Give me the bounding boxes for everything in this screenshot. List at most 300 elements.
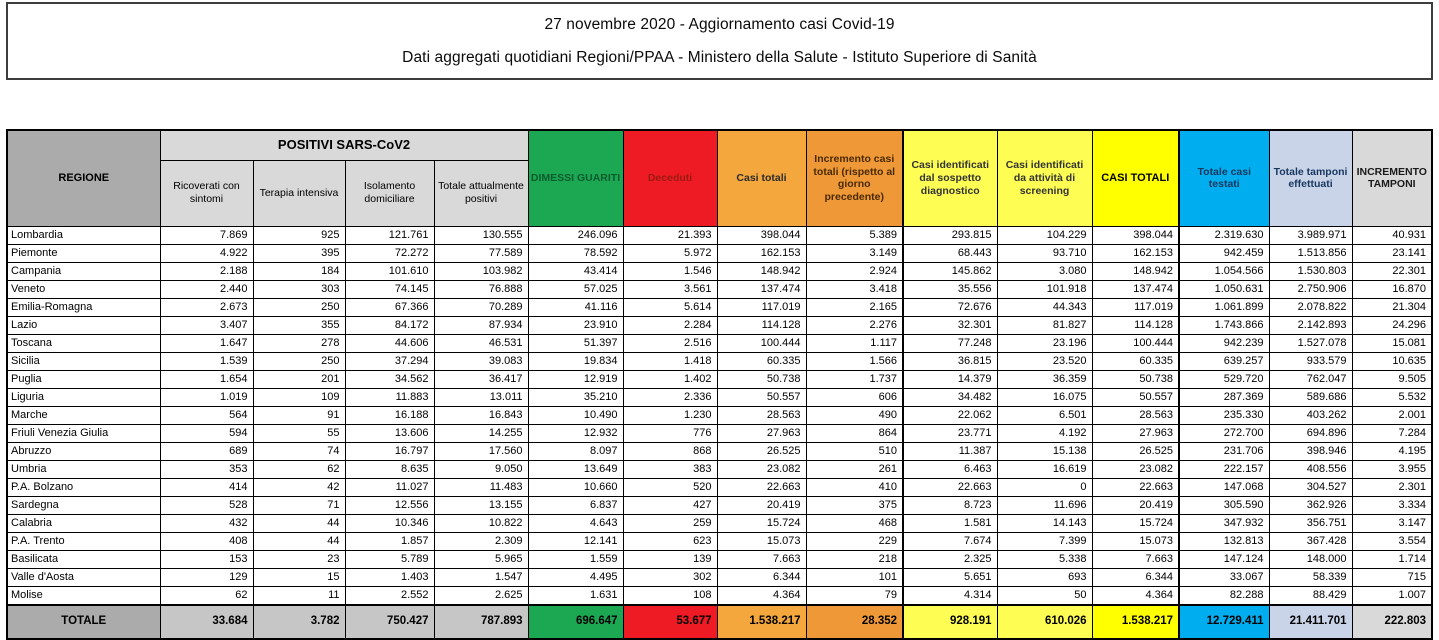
table-row <box>7 496 1432 514</box>
value-cell: 16.075 <box>997 388 1092 406</box>
value-cell: 2.516 <box>623 334 717 352</box>
region-cell: Lombardia <box>7 226 160 244</box>
value-cell: 81.827 <box>997 316 1092 334</box>
header-isolamento-domiciliare: Isolamento domiciliare <box>345 160 434 226</box>
value-cell: 114.128 <box>717 316 806 334</box>
value-cell: 2.319.630 <box>1179 226 1269 244</box>
value-cell: 148.000 <box>1269 550 1352 568</box>
value-cell: 27.963 <box>1092 424 1179 442</box>
value-cell: 4.314 <box>903 586 997 605</box>
value-cell: 1.714 <box>1352 550 1432 568</box>
value-cell: 353 <box>160 460 253 478</box>
value-cell: 114.128 <box>1092 316 1179 334</box>
value-cell: 868 <box>623 442 717 460</box>
value-cell: 13.155 <box>434 496 528 514</box>
totals-value-cell: 610.026 <box>997 605 1092 639</box>
value-cell: 10.346 <box>345 514 434 532</box>
value-cell: 162.153 <box>717 244 806 262</box>
value-cell: 776 <box>623 424 717 442</box>
table-row <box>7 550 1432 568</box>
covid-regions-table <box>6 129 1433 640</box>
totals-value-cell: 3.782 <box>253 605 345 639</box>
value-cell: 82.288 <box>1179 586 1269 605</box>
value-cell: 7.663 <box>717 550 806 568</box>
table-row <box>7 568 1432 586</box>
value-cell: 222.157 <box>1179 460 1269 478</box>
value-cell: 13.649 <box>528 460 623 478</box>
region-cell: Emilia-Romagna <box>7 298 160 316</box>
value-cell: 117.019 <box>1092 298 1179 316</box>
value-cell: 639.257 <box>1179 352 1269 370</box>
value-cell: 3.418 <box>806 280 903 298</box>
value-cell: 2.078.822 <box>1269 298 1352 316</box>
value-cell: 23.196 <box>997 334 1092 352</box>
value-cell: 93.710 <box>997 244 1092 262</box>
value-cell: 74.145 <box>345 280 434 298</box>
value-cell: 5.389 <box>806 226 903 244</box>
value-cell: 11 <box>253 586 345 605</box>
value-cell: 100.444 <box>717 334 806 352</box>
table-row <box>7 424 1432 442</box>
region-cell: Umbria <box>7 460 160 478</box>
value-cell: 302 <box>623 568 717 586</box>
value-cell: 58.339 <box>1269 568 1352 586</box>
header-totale-casi-testati: Totale casi testati <box>1179 130 1269 226</box>
value-cell: 2.625 <box>434 586 528 605</box>
value-cell: 259 <box>623 514 717 532</box>
value-cell: 3.955 <box>1352 460 1432 478</box>
value-cell: 2.440 <box>160 280 253 298</box>
table-row <box>7 370 1432 388</box>
value-cell: 88.429 <box>1269 586 1352 605</box>
table-row <box>7 586 1432 605</box>
title-date-line: 27 novembre 2020 - Aggiornamento casi Covid-19 <box>544 15 895 33</box>
value-cell: 15.081 <box>1352 334 1432 352</box>
value-cell: 398.946 <box>1269 442 1352 460</box>
value-cell: 3.080 <box>997 262 1092 280</box>
value-cell: 109 <box>253 388 345 406</box>
value-cell: 564 <box>160 406 253 424</box>
value-cell: 50 <box>997 586 1092 605</box>
value-cell: 7.663 <box>1092 550 1179 568</box>
value-cell: 414 <box>160 478 253 496</box>
value-cell: 8.635 <box>345 460 434 478</box>
value-cell: 50.557 <box>717 388 806 406</box>
value-cell: 942.239 <box>1179 334 1269 352</box>
value-cell: 26.525 <box>1092 442 1179 460</box>
value-cell: 623 <box>623 532 717 550</box>
value-cell: 148.942 <box>717 262 806 280</box>
value-cell: 28.563 <box>717 406 806 424</box>
value-cell: 606 <box>806 388 903 406</box>
value-cell: 510 <box>806 442 903 460</box>
value-cell: 28.563 <box>1092 406 1179 424</box>
totals-value-cell: 787.893 <box>434 605 528 639</box>
value-cell: 229 <box>806 532 903 550</box>
value-cell: 15 <box>253 568 345 586</box>
value-cell: 1.654 <box>160 370 253 388</box>
value-cell: 77.248 <box>903 334 997 352</box>
value-cell: 148.942 <box>1092 262 1179 280</box>
totals-value-cell: 53.677 <box>623 605 717 639</box>
value-cell: 145.862 <box>903 262 997 280</box>
value-cell: 22.663 <box>1092 478 1179 496</box>
value-cell: 4.922 <box>160 244 253 262</box>
region-cell: Valle d'Aosta <box>7 568 160 586</box>
value-cell: 1.007 <box>1352 586 1432 605</box>
table-row <box>7 334 1432 352</box>
value-cell: 261 <box>806 460 903 478</box>
value-cell: 35.210 <box>528 388 623 406</box>
value-cell: 2.284 <box>623 316 717 334</box>
value-cell: 383 <box>623 460 717 478</box>
value-cell: 1.418 <box>623 352 717 370</box>
value-cell: 1.054.566 <box>1179 262 1269 280</box>
value-cell: 72.272 <box>345 244 434 262</box>
table-body <box>7 226 1432 639</box>
value-cell: 62 <box>160 586 253 605</box>
table-row <box>7 406 1432 424</box>
region-cell: Sardegna <box>7 496 160 514</box>
totals-value-cell: 12.729.411 <box>1179 605 1269 639</box>
value-cell: 1.527.078 <box>1269 334 1352 352</box>
value-cell: 11.483 <box>434 478 528 496</box>
value-cell: 22.062 <box>903 406 997 424</box>
value-cell: 2.325 <box>903 550 997 568</box>
header-casi-totali: Casi totali <box>717 130 806 226</box>
value-cell: 356.751 <box>1269 514 1352 532</box>
value-cell: 70.289 <box>434 298 528 316</box>
value-cell: 51.397 <box>528 334 623 352</box>
value-cell: 6.463 <box>903 460 997 478</box>
value-cell: 36.417 <box>434 370 528 388</box>
value-cell: 44.606 <box>345 334 434 352</box>
value-cell: 432 <box>160 514 253 532</box>
value-cell: 19.834 <box>528 352 623 370</box>
value-cell: 427 <box>623 496 717 514</box>
value-cell: 1.857 <box>345 532 434 550</box>
value-cell: 22.301 <box>1352 262 1432 280</box>
header-regione: REGIONE <box>7 130 160 226</box>
value-cell: 5.614 <box>623 298 717 316</box>
value-cell: 2.336 <box>623 388 717 406</box>
value-cell: 23.520 <box>997 352 1092 370</box>
value-cell: 91 <box>253 406 345 424</box>
header-terapia-intensiva: Terapia intensiva <box>253 160 345 226</box>
value-cell: 303 <box>253 280 345 298</box>
value-cell: 23.141 <box>1352 244 1432 262</box>
value-cell: 6.501 <box>997 406 1092 424</box>
value-cell: 153 <box>160 550 253 568</box>
value-cell: 184 <box>253 262 345 280</box>
title-box <box>6 2 1433 80</box>
value-cell: 1.559 <box>528 550 623 568</box>
value-cell: 235.330 <box>1179 406 1269 424</box>
value-cell: 398.044 <box>1092 226 1179 244</box>
value-cell: 694.896 <box>1269 424 1352 442</box>
region-cell: Veneto <box>7 280 160 298</box>
value-cell: 4.195 <box>1352 442 1432 460</box>
value-cell: 3.989.971 <box>1269 226 1352 244</box>
value-cell: 103.982 <box>434 262 528 280</box>
value-cell: 50.738 <box>1092 370 1179 388</box>
value-cell: 20.419 <box>717 496 806 514</box>
region-cell: Basilicata <box>7 550 160 568</box>
value-cell: 12.919 <box>528 370 623 388</box>
value-cell: 33.067 <box>1179 568 1269 586</box>
value-cell: 129 <box>160 568 253 586</box>
table-row <box>7 226 1432 244</box>
value-cell: 0 <box>997 478 1092 496</box>
region-cell: P.A. Bolzano <box>7 478 160 496</box>
value-cell: 22.663 <box>717 478 806 496</box>
totals-row <box>7 605 1432 639</box>
value-cell: 7.674 <box>903 532 997 550</box>
region-cell: Toscana <box>7 334 160 352</box>
value-cell: 1.631 <box>528 586 623 605</box>
header-dimessi-guariti: DIMESSI GUARITI <box>528 130 623 226</box>
value-cell: 362.926 <box>1269 496 1352 514</box>
value-cell: 13.606 <box>345 424 434 442</box>
value-cell: 16.188 <box>345 406 434 424</box>
value-cell: 246.096 <box>528 226 623 244</box>
value-cell: 100.444 <box>1092 334 1179 352</box>
value-cell: 46.531 <box>434 334 528 352</box>
value-cell: 231.706 <box>1179 442 1269 460</box>
value-cell: 57.025 <box>528 280 623 298</box>
totals-value-cell: 750.427 <box>345 605 434 639</box>
value-cell: 79 <box>806 586 903 605</box>
value-cell: 68.443 <box>903 244 997 262</box>
value-cell: 7.284 <box>1352 424 1432 442</box>
value-cell: 3.149 <box>806 244 903 262</box>
value-cell: 3.561 <box>623 280 717 298</box>
value-cell: 101.610 <box>345 262 434 280</box>
value-cell: 76.888 <box>434 280 528 298</box>
value-cell: 15.073 <box>717 532 806 550</box>
value-cell: 6.344 <box>717 568 806 586</box>
group-header-row <box>7 130 1432 160</box>
totals-label-cell: TOTALE <box>7 605 160 639</box>
value-cell: 87.934 <box>434 316 528 334</box>
value-cell: 39.083 <box>434 352 528 370</box>
value-cell: 693 <box>997 568 1092 586</box>
value-cell: 23 <box>253 550 345 568</box>
value-cell: 117.019 <box>717 298 806 316</box>
value-cell: 1.230 <box>623 406 717 424</box>
value-cell: 5.532 <box>1352 388 1432 406</box>
value-cell: 933.579 <box>1269 352 1352 370</box>
table-row <box>7 352 1432 370</box>
value-cell: 23.082 <box>1092 460 1179 478</box>
value-cell: 60.335 <box>1092 352 1179 370</box>
value-cell: 5.651 <box>903 568 997 586</box>
value-cell: 15.724 <box>1092 514 1179 532</box>
region-cell: Calabria <box>7 514 160 532</box>
value-cell: 34.482 <box>903 388 997 406</box>
value-cell: 1.530.803 <box>1269 262 1352 280</box>
region-cell: P.A. Trento <box>7 532 160 550</box>
value-cell: 2.165 <box>806 298 903 316</box>
value-cell: 50.557 <box>1092 388 1179 406</box>
value-cell: 162.153 <box>1092 244 1179 262</box>
header-incremento-tamponi: INCREMENTO TAMPONI <box>1352 130 1432 226</box>
value-cell: 16.797 <box>345 442 434 460</box>
header-positivi-group: POSITIVI SARS-CoV2 <box>160 130 528 160</box>
table-row <box>7 478 1432 496</box>
title-source-line: Dati aggregati quotidiani Regioni/PPAA - Ministero della Salute - Istituto Superiore di Sanità <box>402 48 1037 66</box>
value-cell: 408.556 <box>1269 460 1352 478</box>
value-cell: 121.761 <box>345 226 434 244</box>
value-cell: 250 <box>253 298 345 316</box>
value-cell: 4.192 <box>997 424 1092 442</box>
totals-value-cell: 928.191 <box>903 605 997 639</box>
value-cell: 201 <box>253 370 345 388</box>
value-cell: 8.097 <box>528 442 623 460</box>
value-cell: 10.490 <box>528 406 623 424</box>
value-cell: 3.334 <box>1352 496 1432 514</box>
value-cell: 137.474 <box>1092 280 1179 298</box>
value-cell: 1.546 <box>623 262 717 280</box>
table-row <box>7 442 1432 460</box>
region-cell: Piemonte <box>7 244 160 262</box>
value-cell: 23.082 <box>717 460 806 478</box>
value-cell: 864 <box>806 424 903 442</box>
value-cell: 15.073 <box>1092 532 1179 550</box>
value-cell: 44.343 <box>997 298 1092 316</box>
value-cell: 715 <box>1352 568 1432 586</box>
totals-value-cell: 222.803 <box>1352 605 1432 639</box>
value-cell: 2.552 <box>345 586 434 605</box>
value-cell: 6.344 <box>1092 568 1179 586</box>
value-cell: 23.910 <box>528 316 623 334</box>
value-cell: 589.686 <box>1269 388 1352 406</box>
value-cell: 10.635 <box>1352 352 1432 370</box>
header-casi-sospetto-diagnostico: Casi identificati dal sospetto diagnostico <box>903 130 997 226</box>
value-cell: 2.673 <box>160 298 253 316</box>
value-cell: 11.387 <box>903 442 997 460</box>
value-cell: 11.883 <box>345 388 434 406</box>
value-cell: 594 <box>160 424 253 442</box>
value-cell: 1.050.631 <box>1179 280 1269 298</box>
value-cell: 293.815 <box>903 226 997 244</box>
value-cell: 17.560 <box>434 442 528 460</box>
value-cell: 2.301 <box>1352 478 1432 496</box>
region-cell: Friuli Venezia Giulia <box>7 424 160 442</box>
value-cell: 41.116 <box>528 298 623 316</box>
header-casi-screening: Casi identificati da attività di screening <box>997 130 1092 226</box>
value-cell: 4.643 <box>528 514 623 532</box>
value-cell: 925 <box>253 226 345 244</box>
value-cell: 15.724 <box>717 514 806 532</box>
region-cell: Marche <box>7 406 160 424</box>
value-cell: 67.366 <box>345 298 434 316</box>
value-cell: 10.660 <box>528 478 623 496</box>
value-cell: 60.335 <box>717 352 806 370</box>
value-cell: 272.700 <box>1179 424 1269 442</box>
value-cell: 104.229 <box>997 226 1092 244</box>
value-cell: 9.050 <box>434 460 528 478</box>
value-cell: 15.138 <box>997 442 1092 460</box>
value-cell: 1.513.856 <box>1269 244 1352 262</box>
table-row <box>7 262 1432 280</box>
value-cell: 11.696 <box>997 496 1092 514</box>
value-cell: 84.172 <box>345 316 434 334</box>
value-cell: 1.402 <box>623 370 717 388</box>
value-cell: 7.399 <box>997 532 1092 550</box>
table-row <box>7 460 1432 478</box>
table-row <box>7 298 1432 316</box>
totals-value-cell: 1.538.217 <box>717 605 806 639</box>
value-cell: 395 <box>253 244 345 262</box>
value-cell: 101.918 <box>997 280 1092 298</box>
table-row <box>7 532 1432 550</box>
value-cell: 139 <box>623 550 717 568</box>
header-casi-totali-yellow: CASI TOTALI <box>1092 130 1179 226</box>
value-cell: 2.142.893 <box>1269 316 1352 334</box>
value-cell: 305.590 <box>1179 496 1269 514</box>
value-cell: 101 <box>806 568 903 586</box>
value-cell: 22.663 <box>903 478 997 496</box>
value-cell: 42 <box>253 478 345 496</box>
value-cell: 1.647 <box>160 334 253 352</box>
value-cell: 5.338 <box>997 550 1092 568</box>
value-cell: 1.566 <box>806 352 903 370</box>
value-cell: 2.309 <box>434 532 528 550</box>
value-cell: 9.505 <box>1352 370 1432 388</box>
value-cell: 403.262 <box>1269 406 1352 424</box>
value-cell: 762.047 <box>1269 370 1352 388</box>
value-cell: 1.061.899 <box>1179 298 1269 316</box>
value-cell: 5.789 <box>345 550 434 568</box>
header-incremento-casi: Incremento casi totali (rispetto al giorno precedente) <box>806 130 903 226</box>
value-cell: 55 <box>253 424 345 442</box>
value-cell: 20.419 <box>1092 496 1179 514</box>
value-cell: 26.525 <box>717 442 806 460</box>
value-cell: 78.592 <box>528 244 623 262</box>
value-cell: 16.870 <box>1352 280 1432 298</box>
value-cell: 35.556 <box>903 280 997 298</box>
value-cell: 355 <box>253 316 345 334</box>
region-cell: Abruzzo <box>7 442 160 460</box>
value-cell: 1.403 <box>345 568 434 586</box>
value-cell: 37.294 <box>345 352 434 370</box>
value-cell: 12.556 <box>345 496 434 514</box>
table-row <box>7 280 1432 298</box>
value-cell: 43.414 <box>528 262 623 280</box>
value-cell: 250 <box>253 352 345 370</box>
value-cell: 375 <box>806 496 903 514</box>
value-cell: 132.813 <box>1179 532 1269 550</box>
region-cell: Liguria <box>7 388 160 406</box>
totals-value-cell: 696.647 <box>528 605 623 639</box>
value-cell: 689 <box>160 442 253 460</box>
value-cell: 108 <box>623 586 717 605</box>
value-cell: 3.147 <box>1352 514 1432 532</box>
region-cell: Molise <box>7 586 160 605</box>
header-totale-attualmente-positivi: Totale attualmente positivi <box>434 160 528 226</box>
totals-value-cell: 28.352 <box>806 605 903 639</box>
region-cell: Sicilia <box>7 352 160 370</box>
value-cell: 1.019 <box>160 388 253 406</box>
value-cell: 468 <box>806 514 903 532</box>
value-cell: 4.495 <box>528 568 623 586</box>
totals-value-cell: 1.538.217 <box>1092 605 1179 639</box>
table-row <box>7 316 1432 334</box>
value-cell: 130.555 <box>434 226 528 244</box>
value-cell: 1.117 <box>806 334 903 352</box>
value-cell: 21.304 <box>1352 298 1432 316</box>
